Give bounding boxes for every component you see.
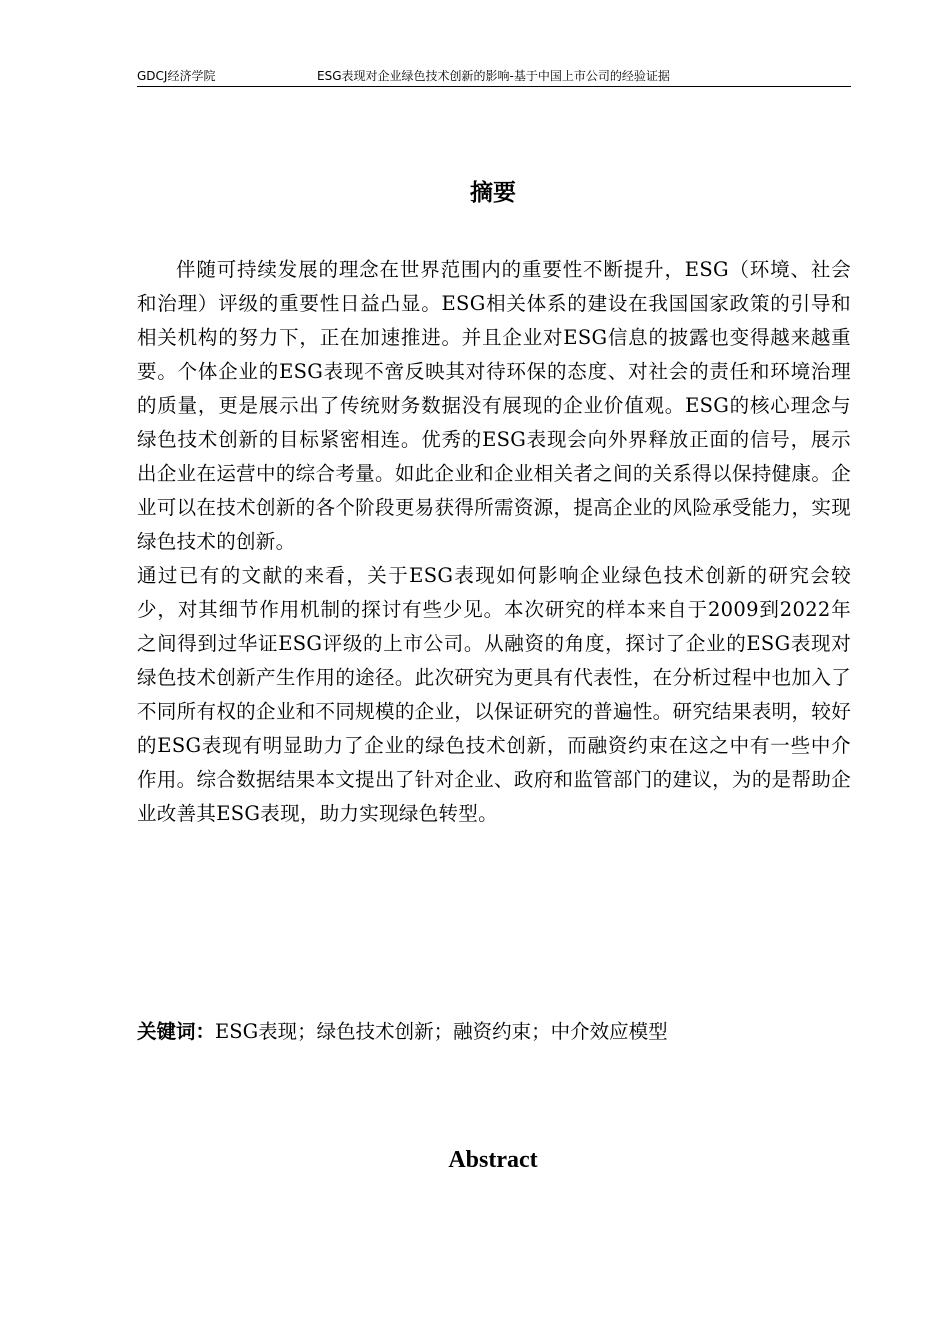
abstract-body (137, 253, 851, 831)
header-institution: GDCJ经济学院 (137, 69, 216, 83)
page-header (137, 66, 851, 87)
header-paper-title: ESG表现对企业绿色技术创新的影响-基于中国上市公司的经验证据 (317, 69, 670, 83)
english-abstract-heading: Abstract (448, 1147, 538, 1173)
abstract-heading: 摘要 (470, 180, 516, 206)
keywords-label: 关键词： (137, 1020, 216, 1043)
abstract-paragraph-2: 通过已有的文献的来看，关于ESG表现如何影响企业绿色技术创新的研究会较少，对其细节作用机制的探讨有些少见。本次研究的样本来自于2009到2022年之间得到过华证ESG评级的上市公司。从融资的角度，探讨了企业的ESG表现对绿色技术创新产生作用的途径。此次研究为更具有代表性，在分析过程中也加入了不同所有权的企业和不同规模的企业，以保证研究的普遍性。研究结果表明，较好的ESG表现有明显助力了企业的绿色技术创新，而融资约束在这之中有一些中介作用。综合数据结果本文提出了针对企业、政府和监管部门的建议，为的是帮助企业改善其ESG表现，助力实现绿色转型。 (137, 564, 851, 825)
keywords-text: ESG表现；绿色技术创新；融资约束；中介效应模型 (215, 1020, 668, 1043)
keywords-line (137, 1016, 851, 1048)
abstract-paragraph-1: 伴随可持续发展的理念在世界范围内的重要性不断提升，ESG（环境、社会和治理）评级的重要性日益凸显。ESG相关体系的建设在我国国家政策的引导和相关机构的努力下，正在加速推进。并且企业对ESG信息的披露也变得越来越重要。个体企业的ESG表现不啻反映其对待环保的态度、对社会的责任和环境治理的质量，更是展示出了传统财务数据没有展现的企业价值观。ESG的核心理念与绿色技术创新的目标紧密相连。优秀的ESG表现会向外界释放正面的信号，展示出企业在运营中的综合考量。如此企业和企业相关者之间的关系得以保持健康。企业可以在技术创新的各个阶段更易获得所需资源，提高企业的风险承受能力，实现绿色技术的创新。 (137, 258, 851, 553)
